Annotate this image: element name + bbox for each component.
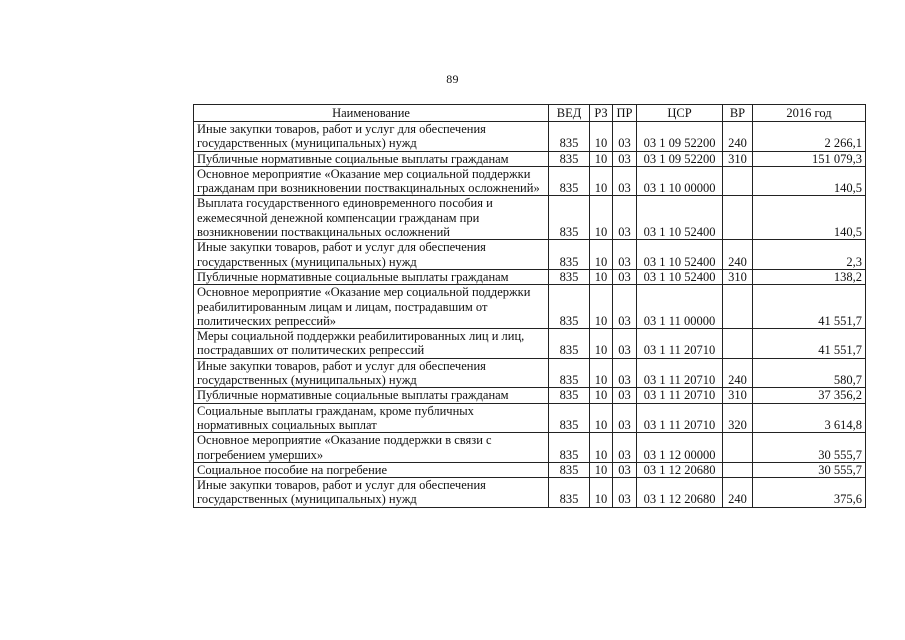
row-rz: 10 [590, 462, 613, 477]
header-name: Наименование [194, 105, 549, 122]
row-csr: 03 1 10 00000 [637, 166, 723, 196]
row-ved: 835 [549, 403, 590, 433]
table-row [194, 403, 866, 433]
row-name: Иные закупки товаров, работ и услуг для обеспечения государственных (муниципальных) нужд [194, 240, 549, 270]
table-row [194, 122, 866, 152]
row-csr: 03 1 09 52200 [637, 151, 723, 166]
table-header-row [194, 105, 866, 122]
row-ved: 835 [549, 196, 590, 240]
header-vr: ВР [723, 105, 753, 122]
row-csr: 03 1 11 20710 [637, 403, 723, 433]
row-vr [723, 462, 753, 477]
row-sum: 140,5 [753, 196, 866, 240]
header-sum: 2016 год [753, 105, 866, 122]
row-ved: 835 [549, 285, 590, 329]
row-pr: 03 [613, 388, 637, 403]
row-csr: 03 1 12 20680 [637, 478, 723, 508]
row-sum: 138,2 [753, 269, 866, 284]
row-pr: 03 [613, 329, 637, 359]
row-name: Публичные нормативные социальные выплаты гражданам [194, 269, 549, 284]
row-rz: 10 [590, 433, 613, 463]
row-ved: 835 [549, 166, 590, 196]
row-ved: 835 [549, 433, 590, 463]
row-pr: 03 [613, 269, 637, 284]
row-ved: 835 [549, 478, 590, 508]
row-name: Выплата государственного единовременного пособия и ежемесячной денежной компенсации гражданам при возникновении поствакцинальных осложнений [194, 196, 549, 240]
table-row [194, 166, 866, 196]
row-pr: 03 [613, 285, 637, 329]
row-vr: 240 [723, 240, 753, 270]
table-row [194, 388, 866, 403]
row-name: Основное мероприятие «Оказание мер социальной поддержки реабилитированным лицам и лицам, пострадавшим от политических репрессий» [194, 285, 549, 329]
row-vr [723, 285, 753, 329]
row-sum: 2 266,1 [753, 122, 866, 152]
row-sum: 580,7 [753, 358, 866, 388]
table-row [194, 462, 866, 477]
row-sum: 375,6 [753, 478, 866, 508]
row-name: Иные закупки товаров, работ и услуг для обеспечения государственных (муниципальных) нужд [194, 478, 549, 508]
row-vr: 310 [723, 269, 753, 284]
row-sum: 151 079,3 [753, 151, 866, 166]
row-pr: 03 [613, 358, 637, 388]
row-ved: 835 [549, 269, 590, 284]
row-vr: 310 [723, 151, 753, 166]
row-sum: 41 551,7 [753, 329, 866, 359]
row-csr: 03 1 12 20680 [637, 462, 723, 477]
row-csr: 03 1 09 52200 [637, 122, 723, 152]
row-ved: 835 [549, 240, 590, 270]
row-vr [723, 166, 753, 196]
row-ved: 835 [549, 358, 590, 388]
row-pr: 03 [613, 151, 637, 166]
row-name: Меры социальной поддержки реабилитированных лиц и лиц, пострадавших от политических репрессий [194, 329, 549, 359]
row-name: Иные закупки товаров, работ и услуг для обеспечения государственных (муниципальных) нужд [194, 122, 549, 152]
row-vr: 310 [723, 388, 753, 403]
row-rz: 10 [590, 240, 613, 270]
row-vr: 240 [723, 122, 753, 152]
row-rz: 10 [590, 122, 613, 152]
table-row [194, 196, 866, 240]
row-sum: 37 356,2 [753, 388, 866, 403]
header-pr: ПР [613, 105, 637, 122]
row-vr [723, 329, 753, 359]
row-sum: 2,3 [753, 240, 866, 270]
table-row [194, 151, 866, 166]
row-vr [723, 196, 753, 240]
row-vr: 240 [723, 478, 753, 508]
row-sum: 3 614,8 [753, 403, 866, 433]
row-name: Публичные нормативные социальные выплаты гражданам [194, 388, 549, 403]
row-rz: 10 [590, 269, 613, 284]
row-pr: 03 [613, 240, 637, 270]
header-ved: ВЕД [549, 105, 590, 122]
row-ved: 835 [549, 122, 590, 152]
row-ved: 835 [549, 151, 590, 166]
header-rz: РЗ [590, 105, 613, 122]
row-sum: 30 555,7 [753, 462, 866, 477]
row-csr: 03 1 10 52400 [637, 196, 723, 240]
row-rz: 10 [590, 388, 613, 403]
table-row [194, 269, 866, 284]
row-sum: 30 555,7 [753, 433, 866, 463]
page-number: 89 [446, 72, 459, 86]
row-vr [723, 433, 753, 463]
row-vr: 240 [723, 358, 753, 388]
row-vr: 320 [723, 403, 753, 433]
row-name: Иные закупки товаров, работ и услуг для обеспечения государственных (муниципальных) нужд [194, 358, 549, 388]
row-pr: 03 [613, 166, 637, 196]
row-csr: 03 1 11 20710 [637, 329, 723, 359]
row-rz: 10 [590, 403, 613, 433]
budget-table [193, 104, 866, 508]
row-pr: 03 [613, 433, 637, 463]
row-pr: 03 [613, 478, 637, 508]
row-csr: 03 1 10 52400 [637, 269, 723, 284]
table-row [194, 433, 866, 463]
row-sum: 41 551,7 [753, 285, 866, 329]
row-pr: 03 [613, 196, 637, 240]
row-name: Основное мероприятие «Оказание мер социальной поддержки гражданам при возникновении поствакцинальных осложнений» [194, 166, 549, 196]
row-rz: 10 [590, 358, 613, 388]
row-pr: 03 [613, 403, 637, 433]
table-row [194, 329, 866, 359]
row-rz: 10 [590, 166, 613, 196]
row-sum: 140,5 [753, 166, 866, 196]
row-ved: 835 [549, 329, 590, 359]
table-row [194, 478, 866, 508]
row-ved: 835 [549, 388, 590, 403]
row-rz: 10 [590, 285, 613, 329]
row-pr: 03 [613, 462, 637, 477]
table-row [194, 285, 866, 329]
table-row [194, 358, 866, 388]
row-rz: 10 [590, 196, 613, 240]
row-csr: 03 1 11 00000 [637, 285, 723, 329]
header-csr: ЦСР [637, 105, 723, 122]
table-body [194, 122, 866, 508]
row-rz: 10 [590, 329, 613, 359]
row-ved: 835 [549, 462, 590, 477]
row-csr: 03 1 11 20710 [637, 388, 723, 403]
row-csr: 03 1 11 20710 [637, 358, 723, 388]
row-name: Социальные выплаты гражданам, кроме публичных нормативных социальных выплат [194, 403, 549, 433]
row-csr: 03 1 10 52400 [637, 240, 723, 270]
row-rz: 10 [590, 478, 613, 508]
table-row [194, 240, 866, 270]
row-name: Социальное пособие на погребение [194, 462, 549, 477]
row-csr: 03 1 12 00000 [637, 433, 723, 463]
row-rz: 10 [590, 151, 613, 166]
row-pr: 03 [613, 122, 637, 152]
row-name: Публичные нормативные социальные выплаты гражданам [194, 151, 549, 166]
row-name: Основное мероприятие «Оказание поддержки в связи с погребением умерших» [194, 433, 549, 463]
